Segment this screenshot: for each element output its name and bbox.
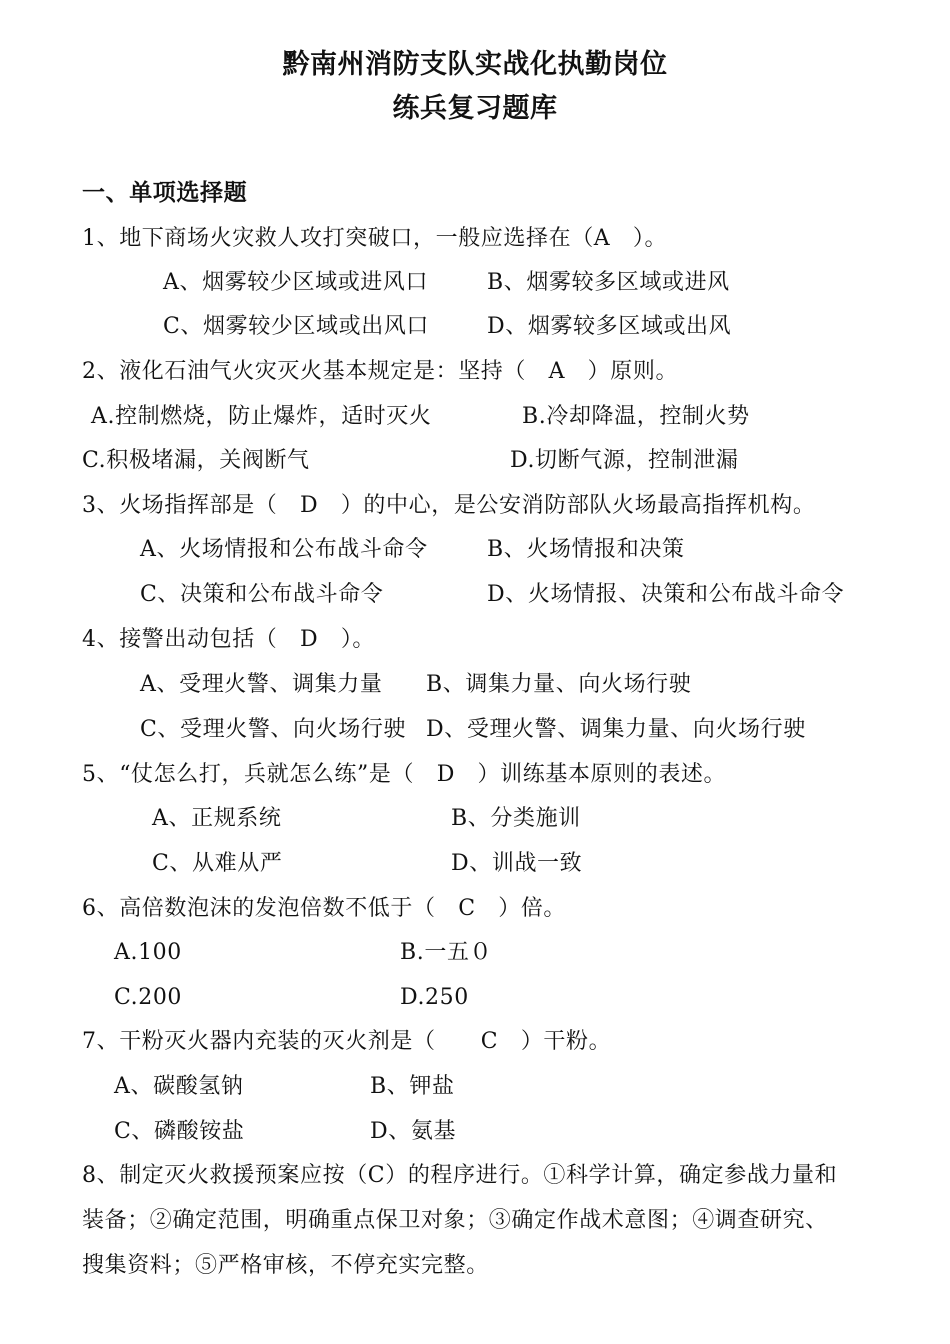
question-2-stem: 2、液化石油气火灾灭火基本规定是：坚持（ A ）原则。 [82, 359, 679, 384]
question-7-option-c: C、磷酸铵盐 [114, 1119, 245, 1144]
question-6-option-c: C.200 [114, 985, 183, 1010]
question-4-option-b: B、调集力量、向火场行驶 [426, 672, 692, 697]
question-6-stem: 6、高倍数泡沫的发泡倍数不低于（ C ）倍。 [82, 896, 567, 921]
question-1-option-b: B、烟雾较多区域或进风 [487, 270, 730, 295]
question-8-stem-line-2: 装备；②确定范围，明确重点保卫对象；③确定作战术意图；④调查研究、 [82, 1208, 828, 1233]
section-heading: 一、单项选择题 [82, 179, 248, 206]
question-2-option-d: D.切断气源，控制泄漏 [510, 448, 739, 473]
question-3-option-c: C、决策和公布战斗命令 [140, 582, 384, 607]
question-6-option-d: D.250 [400, 985, 469, 1010]
question-5-option-a: A、正规系统 [152, 806, 282, 831]
question-5-option-b: B、分类施训 [451, 806, 581, 831]
document-title-line-2: 练兵复习题库 [392, 93, 558, 124]
question-1-option-c: C、烟雾较少区域或出风口 [163, 314, 430, 339]
question-2-option-c: C.积极堵漏，关阀断气 [82, 448, 310, 473]
question-4-option-a: A、受理火警、调集力量 [140, 672, 383, 697]
question-5-option-c: C、从难从严 [152, 851, 283, 876]
question-3-option-d: D、火场情报、决策和公布战斗命令 [487, 582, 845, 607]
question-7-option-a: A、碳酸氢钠 [114, 1074, 244, 1099]
question-8-stem-line-3: 搜集资料；⑤严格审核，不停充实完整。 [82, 1253, 489, 1278]
question-1-stem: 1、地下商场火灾救人攻打突破口，一般应选择在（A ）。 [82, 226, 668, 251]
question-3-stem: 3、火场指挥部是（ D ）的中心，是公安消防部队火场最高指挥机构。 [82, 493, 816, 518]
question-8-stem-line-1: 8、制定灭火救援预案应按（C）的程序进行。①科学计算，确定参战力量和 [82, 1163, 838, 1188]
question-4-option-c: C、受理火警、向火场行驶 [140, 717, 407, 742]
question-5-option-d: D、训战一致 [451, 851, 583, 876]
question-6-option-a: A.100 [114, 940, 182, 965]
question-6-option-b: B.一五０ [400, 940, 493, 965]
question-7-option-d: D、氨基 [370, 1119, 457, 1144]
question-1-option-a: A、烟雾较少区域或进风口 [163, 270, 429, 295]
document-title-line-1: 黔南州消防支队实战化执勤岗位 [282, 49, 668, 80]
question-7-stem: 7、干粉灭火器内充装的灭火剂是（ C ）干粉。 [82, 1029, 612, 1054]
question-5-stem: 5、“仗怎么打，兵就怎么练”是（ D ）训练基本原则的表述。 [82, 762, 727, 787]
question-2-option-b: B.冷却降温，控制火势 [522, 404, 750, 429]
question-3-option-a: A、火场情报和公布战斗命令 [140, 537, 428, 562]
question-4-option-d: D、受理火警、调集力量、向火场行驶 [426, 717, 806, 742]
question-4-stem: 4、接警出动包括（ D ）。 [82, 627, 376, 652]
question-1-option-d: D、烟雾较多区域或出风 [487, 314, 732, 339]
question-7-option-b: B、钾盐 [370, 1074, 455, 1099]
question-2-option-a: A.控制燃烧，防止爆炸，适时灭火 [91, 404, 432, 429]
question-3-option-b: B、火场情报和决策 [487, 537, 685, 562]
